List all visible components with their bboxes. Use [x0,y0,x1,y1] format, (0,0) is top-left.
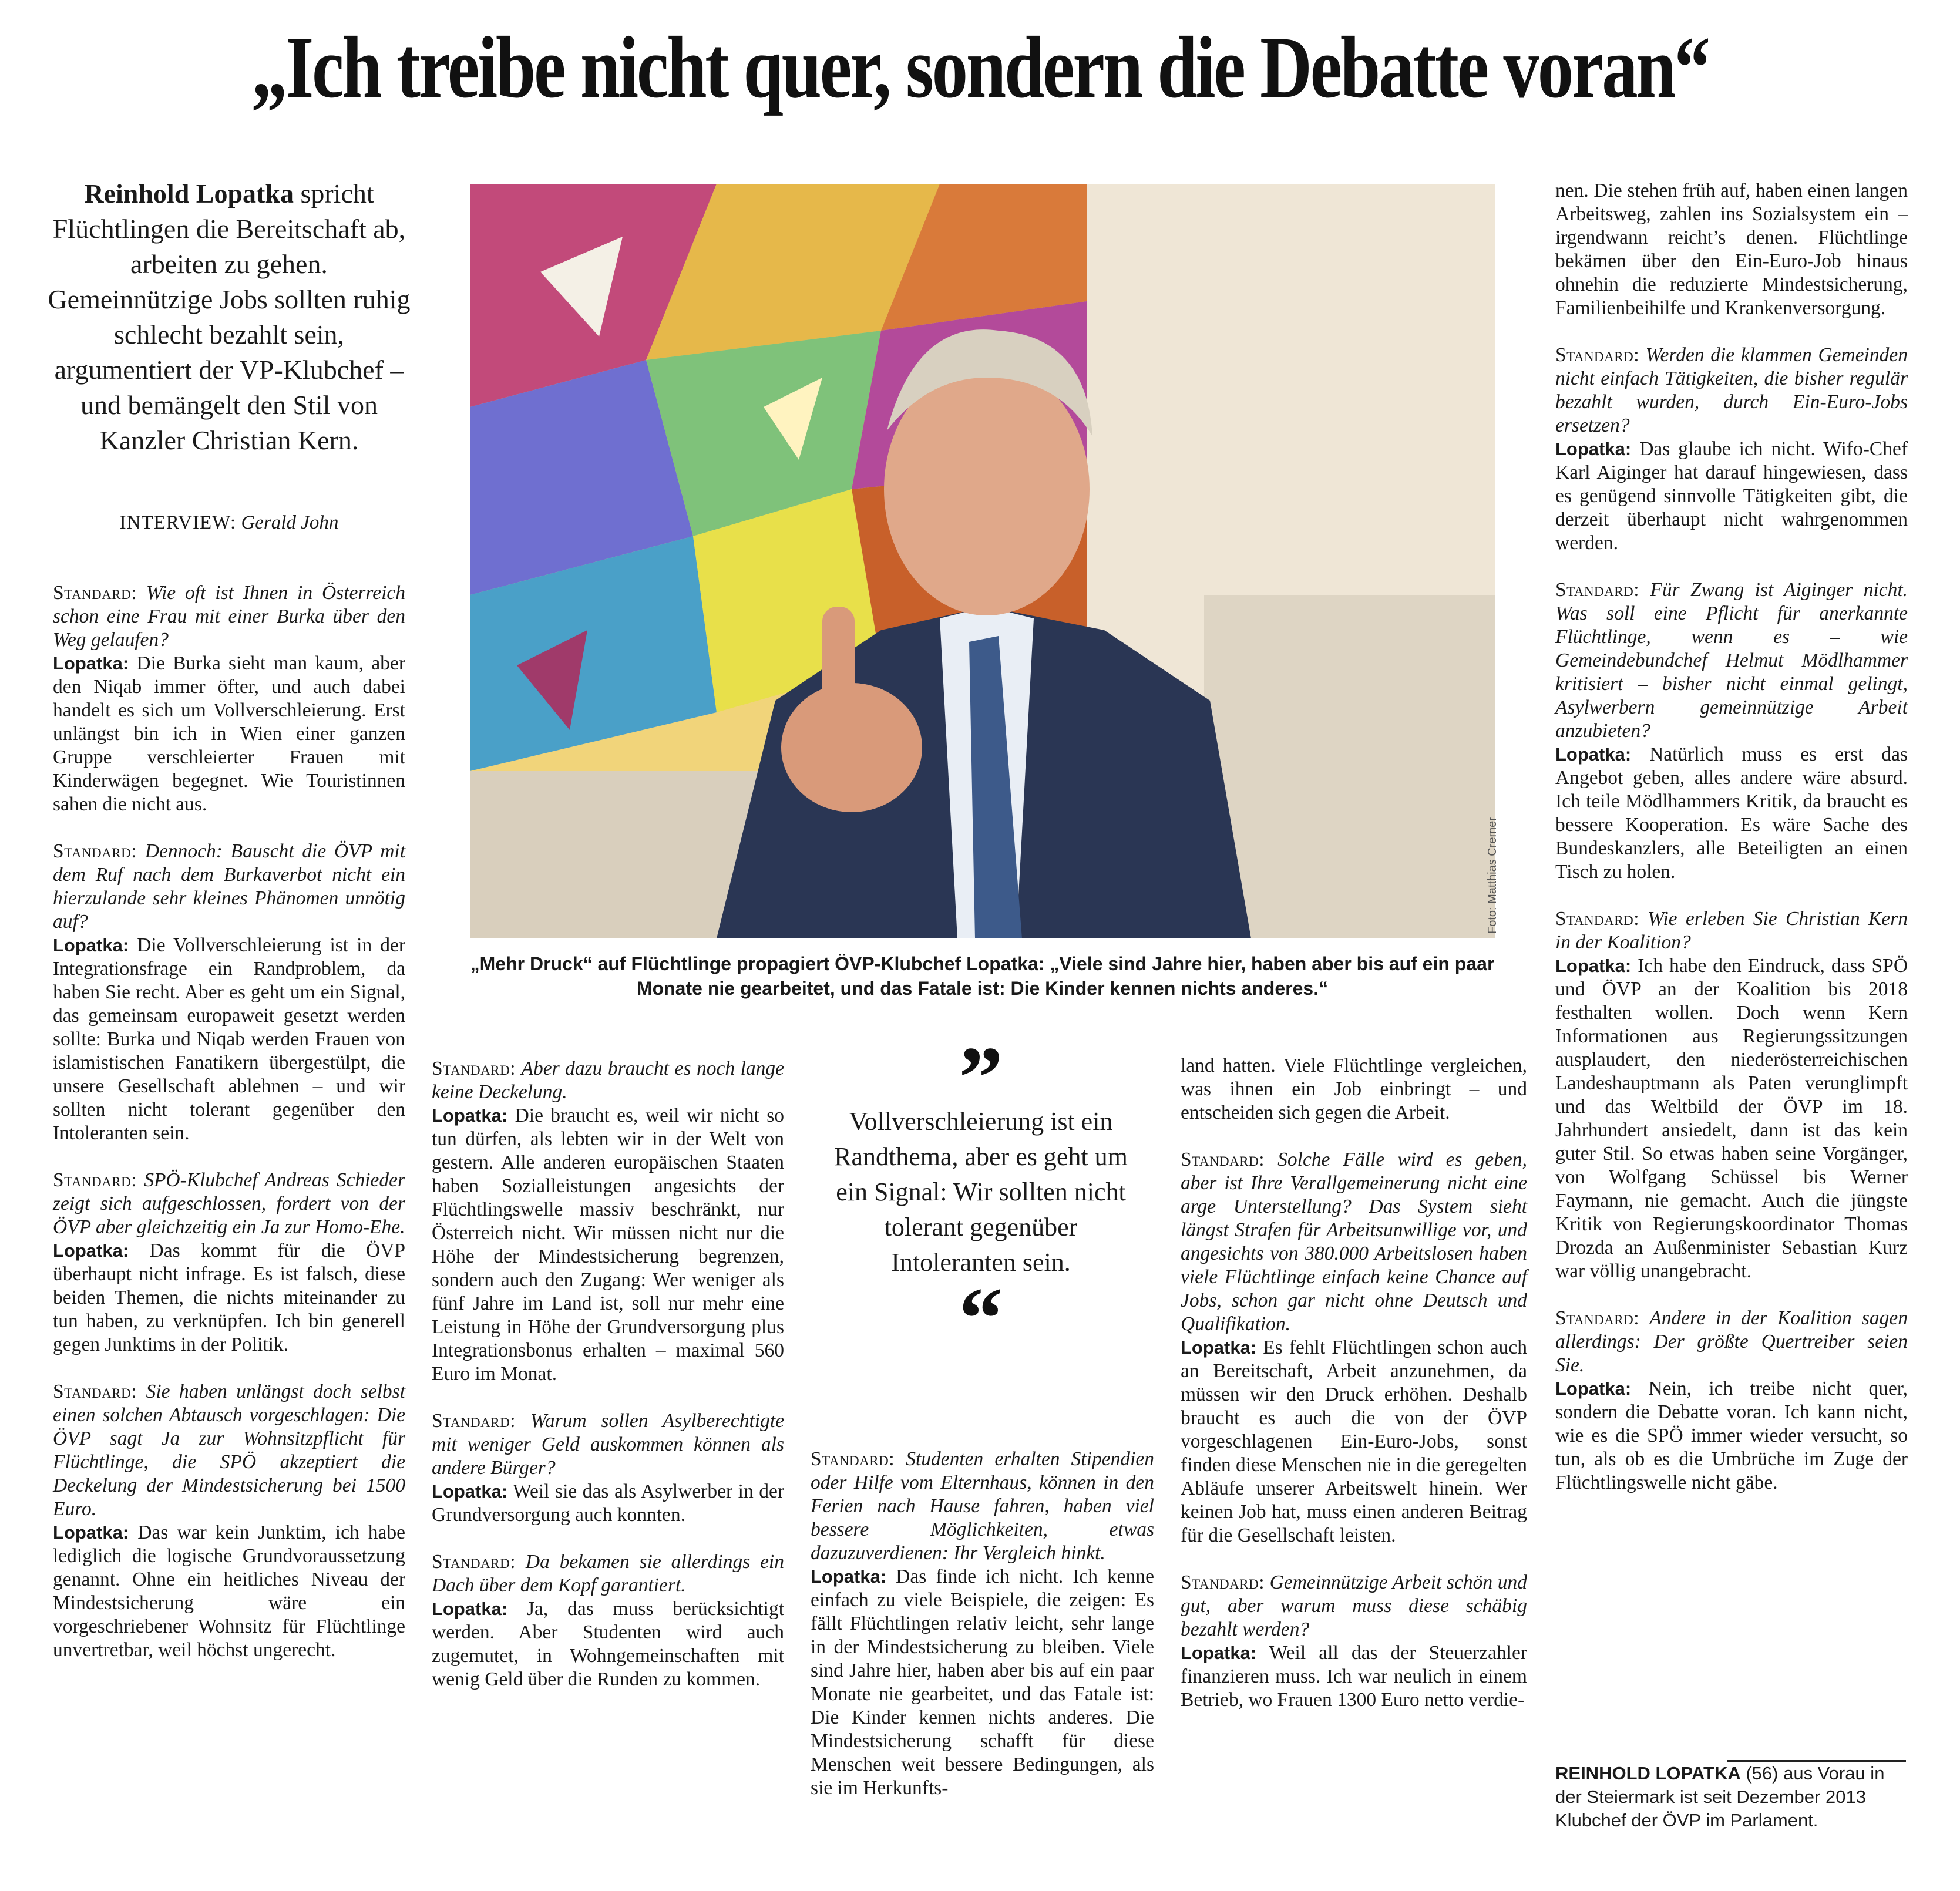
standard-label: Standard: [53,1381,137,1402]
bio-text: (56) aus Vorau in der Steiermark ist seit Dezember 2013 Klubchef der ÖVP im Parlament. [1555,1763,1885,1831]
qa-block [1181,1148,1527,1547]
photo-caption: „Mehr Druck“ auf Flüchtlinge propagiert ÖVP-Klubchef Lopatka: „Viele sind Jahre hier, haben aber bis auf ein paar Monate nie gearbeitet, und das Fatale ist: Die Kinder kennen nichts anderes.“ [470,953,1495,999]
lopatka-label: Lopatka: [432,1481,508,1502]
lead-text: spricht Flüchtlingen die Bereitschaft ab, arbeiten zu gehen. Gemeinnützige Jobs sollten ruhig schlecht bezahlt sein, argumentiert der VP-Klubchef – und bemängelt den Stil von Kanzler Christian Kern. [48,179,411,455]
question-text: Da bekamen sie allerdings ein Dach über dem Kopf garantiert. [432,1551,784,1596]
qa-block [53,1380,405,1662]
portrait-photo [470,184,1495,938]
standard-label: Standard: [432,1058,516,1079]
answer-text: Die Burka sieht man kaum, aber den Niqab immer öfter, und auch dabei handelt es sich um Vollverschleierung. Erst unlängst bin ich in Wien einer ganzen Gruppe verschleierter Frauen mit Kinderwägen begegnet. Wie Touristinnen sahen die nicht aus. [53,652,405,815]
standard-label: Standard: [811,1448,895,1470]
qa-block [432,1057,784,1386]
answer-text: Ich habe den Eindruck, dass SPÖ und ÖVP an der Koalition bis 2018 festhalten wollen. Doch wenn Kern Informationen aus Regierungssitzungen ausplaudert, den niederösterreichischen Landeshauptmann als Paten verunglimpft und das Weltbild der ÖVP im 18. Jahrhundert ansiedelt, dann ist das kein guter Stil. So etwas haben seine Vorgänger, von Wolfgang Schüssel bis Werner Faymann, nie gemacht. Auch die jüngste Kritik von Regierungskoordinator Thomas Drozda an Außenminister Sebastian Kurz war völlig unangebracht. [1555,955,1908,1282]
question-text: Werden die klammen Gemeinden nicht einfach Tätigkeiten, die bisher regulär bezahlt wurden, durch Ein-Euro-Jobs ersetzen? [1555,344,1908,436]
lead-name: Reinhold Lopatka [84,179,294,208]
author-bio [1555,1762,1908,1832]
standard-label: Standard: [1181,1572,1265,1593]
standard-label: Standard: [53,582,137,604]
qa-block [53,1169,405,1357]
pull-quote-text: Vollverschleierung ist ein Randthema, aber es geht um ein Signal: Wir sollten nicht tolerant gegenüber Intoleranten sein. [834,1107,1128,1277]
bio-name: REINHOLD LOPATKA [1555,1763,1741,1784]
standard-label: Standard: [1555,579,1640,601]
column-3 [811,1448,1154,1823]
question-text: Aber dazu braucht es noch lange keine Deckelung. [432,1058,784,1103]
standard-label: Standard: [53,1169,137,1191]
answer-text: Natürlich muss es erst das Angebot geben, alles andere wäre absurd. Ich teile Mödlhammers Kritik, da braucht es bessere Kooperation. Es wäre Sache des Bundeskanzlers, alle Beteiligten an einen Tisch zu holen. [1555,743,1908,883]
byline [47,511,411,534]
photo-illustration [470,184,1495,938]
qa-block [1555,344,1908,555]
question-text: Gemeinnützige Arbeit schön und gut, aber warum muss diese schäbig bezahlt werden? [1181,1572,1527,1640]
qa-block [1555,1307,1908,1495]
headline: „Ich treibe nicht quer, sondern die Debatte voran“ [251,19,1709,116]
answer-text: Weil all das der Steuerzahler finanzieren muss. Ich war neulich in einem Betrieb, wo Frauen 1300 Euro netto verdie- [1181,1642,1527,1711]
continued-text: land hatten. Viele Flüchtlinge vergleichen, was ihnen ein Job einbringt – und entscheiden sich gegen die Arbeit. [1181,1055,1527,1123]
standard-label: Standard: [53,840,137,862]
question-text: Dennoch: Bauscht die ÖVP mit dem Ruf nach dem Burkaverbot nicht ein hierzulande sehr kleines Phänomen unnötig auf? [53,840,406,933]
question-text: SPÖ-Klubchef Andreas Schieder zeigt sich aufgeschlossen, fordert von der ÖVP aber gleichzeitig ein Ja zur Homo-Ehe. [53,1169,405,1238]
quote-close-mark: “ [959,1270,1003,1367]
column-2 [432,1057,784,1715]
answer-text: Das glaube ich nicht. Wifo-Chef Karl Aiginger hat darauf hingewiesen, dass es genügend sinnvolle Tätigkeiten gibt, die derzeit überhaupt nicht wahrgenommen werden. [1555,438,1908,554]
qa-block [1181,1571,1527,1712]
lopatka-label: Lopatka: [1181,1643,1257,1663]
lopatka-label: Lopatka: [1555,744,1632,765]
standard-label: Standard: [432,1551,516,1573]
answer-text: Die braucht es, weil wir nicht so tun dürfen, als lebten wir in der Welt von gestern. Alle anderen europäischen Staaten haben Sozialleistungen angesichts der Flüchtlingswelle massiv beschränkt, nur Österreich nicht. Wir müssen nicht nur die Höhe der Mindestsicherung begrenzen, sondern auch den Zugang: Wer weniger als fünf Jahre im Land ist, soll nur mehr eine Leistung in Höhe der Grundversorgung plus Integrationsbonus erhalten – maximal 560 Euro im Monat. [432,1105,785,1385]
answer-text: Nein, ich treibe nicht quer, sondern die Debatte voran. Ich kann nicht, wie es die SPÖ immer wieder versucht, so tun, als ob es die Umbrüche im Zuge der Flüchtlingswelle nicht gäbe. [1555,1378,1908,1493]
lead-paragraph [47,176,411,458]
question-text: Für Zwang ist Aiginger nicht. Was soll eine Pflicht für anerkannte Flüchtlinge, wenn es – wie Gemeindebundchef Helmut Mödlhammer kritisiert – bisher nicht einmal gelingt, Asylwerbern gemeinnützige Arbeit anzubieten? [1555,579,1908,742]
standard-label: Standard: [1555,344,1640,366]
answer-text: Das war kein Junktim, ich habe lediglich die logische Grundvoraussetzung genannt. Ohne ein heitliches Niveau der Mindestsicherung wäre ein vorgeschriebener Wohnsitz für Flüchtlinge unvertretbar, weil höchst ungerecht. [53,1522,406,1661]
answer-text: Das kommt für die ÖVP überhaupt nicht infrage. Es ist falsch, diese beiden Themen, die nichts miteinander zu tun haben, zu verknüpfen. Ich bin generell gegen Junktims in der Politik. [53,1240,405,1355]
photo-credit: Foto: Matthias Cremer [1486,817,1499,934]
lopatka-label: Lopatka: [1555,955,1632,976]
quote-open-mark: ” [959,1029,1003,1126]
question-text: Sie haben unlängst doch selbst einen solchen Abtausch vorgeschlagen: Die ÖVP sagt Ja zur Wohnsitzpflicht für Flüchtlinge, die SPÖ akzeptiert die Deckelung der Mindestsicherung bei 1500 Euro. [53,1381,406,1520]
lopatka-label: Lopatka: [53,1522,129,1543]
answer-text: Ja, das muss berücksichtigt werden. Aber Studenten wird auch zugemutet, in Wohngemeinschaften mit wenig Geld über die Runden zu kommen. [432,1598,784,1690]
question-text: Wie oft ist Ihnen in Österreich schon eine Frau mit einer Burka über den Weg gelaufen? [53,582,405,651]
question-text: Andere in der Koalition sagen allerdings: Der größte Quertreiber seien Sie. [1555,1307,1908,1376]
column-5 [1555,179,1908,1518]
pull-quote [822,1029,1139,1367]
qa-block [53,581,405,816]
lopatka-label: Lopatka: [432,1105,508,1126]
byline-author: Gerald John [241,512,339,533]
qa-block [1555,907,1908,1283]
standard-label: Standard: [1181,1149,1265,1170]
column-1 [53,581,405,1685]
standard-label: Standard: [432,1410,516,1432]
lopatka-label: Lopatka: [53,653,129,674]
answer-text: Es fehlt Flüchtlingen schon auch an Bereitschaft, Arbeit anzunehmen, da müssen wir den Druck erhöhen. Deshalb braucht es auch die von der ÖVP vorgeschlagenen Ein-Euro-Jobs, sonst finden diese Menschen nie in die geregelten Abläufe unserer Arbeitswelt hinein. Wer keinen Job hat, muss einen anderen Beitrag für die Gesellschaft leisten. [1181,1337,1528,1546]
lopatka-label: Lopatka: [1181,1337,1257,1358]
qa-block [811,1448,1154,1800]
answer-text: Die Vollverschleierung ist in der Integrationsfrage ein Randproblem, da haben Sie recht. Aber es geht um ein Signal, das gemeinsam europaweit gesetzt werden sollte: Burka und Niqab werden Frauen von islamistischen Fanatikern übergestülpt, die unsere Gesellschaft ablehnen – und wir sollten nicht tolerant gegenüber den Intoleranten sein. [53,934,405,1144]
lopatka-label: Lopatka: [53,1240,129,1261]
qa-block [432,1550,784,1691]
question-text: Solche Fälle wird es geben, aber ist Ihre Verallgemeinerung nicht eine arge Unterstellung? Das System sieht längst Strafen für Arbeitsunwillige vor, und angesichts von 380.000 Arbeitslosen haben viele Flüchtlinge einfach keine Chance auf Jobs, schon gar nicht ohne Deutsch und Qualifikation. [1181,1149,1527,1335]
lopatka-label: Lopatka: [1555,439,1632,459]
lopatka-label: Lopatka: [811,1566,887,1587]
byline-label: INTERVIEW: [119,512,237,533]
standard-label: Standard: [1555,1307,1640,1329]
qa-block [432,1409,784,1527]
lopatka-label: Lopatka: [1555,1378,1632,1399]
lopatka-label: Lopatka: [53,935,129,955]
answer-text: Das finde ich nicht. Ich kenne einfach zu viele Beispiele, die zeigen: Es fällt Flüchtlingen relativ leicht, sehr lange in der Mindestsicherung zu bleiben. Viele sind Jahre hier, haben aber bis auf ein paar Monate nie gearbeitet, und das Fatale ist: Die Kinder kennen nichts anderes. Die Mindestsicherung schafft für diese Menschen weit bessere Bedingungen, als sie im Herkunfts- [811,1566,1155,1799]
question-text: Wie erleben Sie Christian Kern in der Koalition? [1555,908,1908,953]
lopatka-label: Lopatka: [432,1599,508,1619]
qa-block [1555,578,1908,884]
column-4 [1181,1054,1527,1735]
question-text: Studenten erhalten Stipendien oder Hilfe vom Elternhaus, können in den Ferien nach Hause fahren, haben viel bessere Möglichkeiten, etwas dazuzuverdienen: Ihr Vergleich hinkt. [811,1448,1155,1564]
answer-text: Weil sie das als Asylwerber in der Grundversorgung auch konnten. [432,1481,784,1526]
standard-label: Standard: [1555,908,1640,930]
continued-text: nen. Die stehen früh auf, haben einen langen Arbeitsweg, zahlen ins Sozialsystem ein – irgendwann reicht’s denen. Flüchtlinge bekämen über den Ein-Euro-Job hinaus ohnehin die reduzierte Mindestsicherung, Familienbeihilfe und Krankenversorgung. [1555,180,1908,319]
qa-block [53,840,405,1145]
question-text: Warum sollen Asylberechtigte mit weniger Geld auskommen können als andere Bürger? [432,1410,784,1479]
